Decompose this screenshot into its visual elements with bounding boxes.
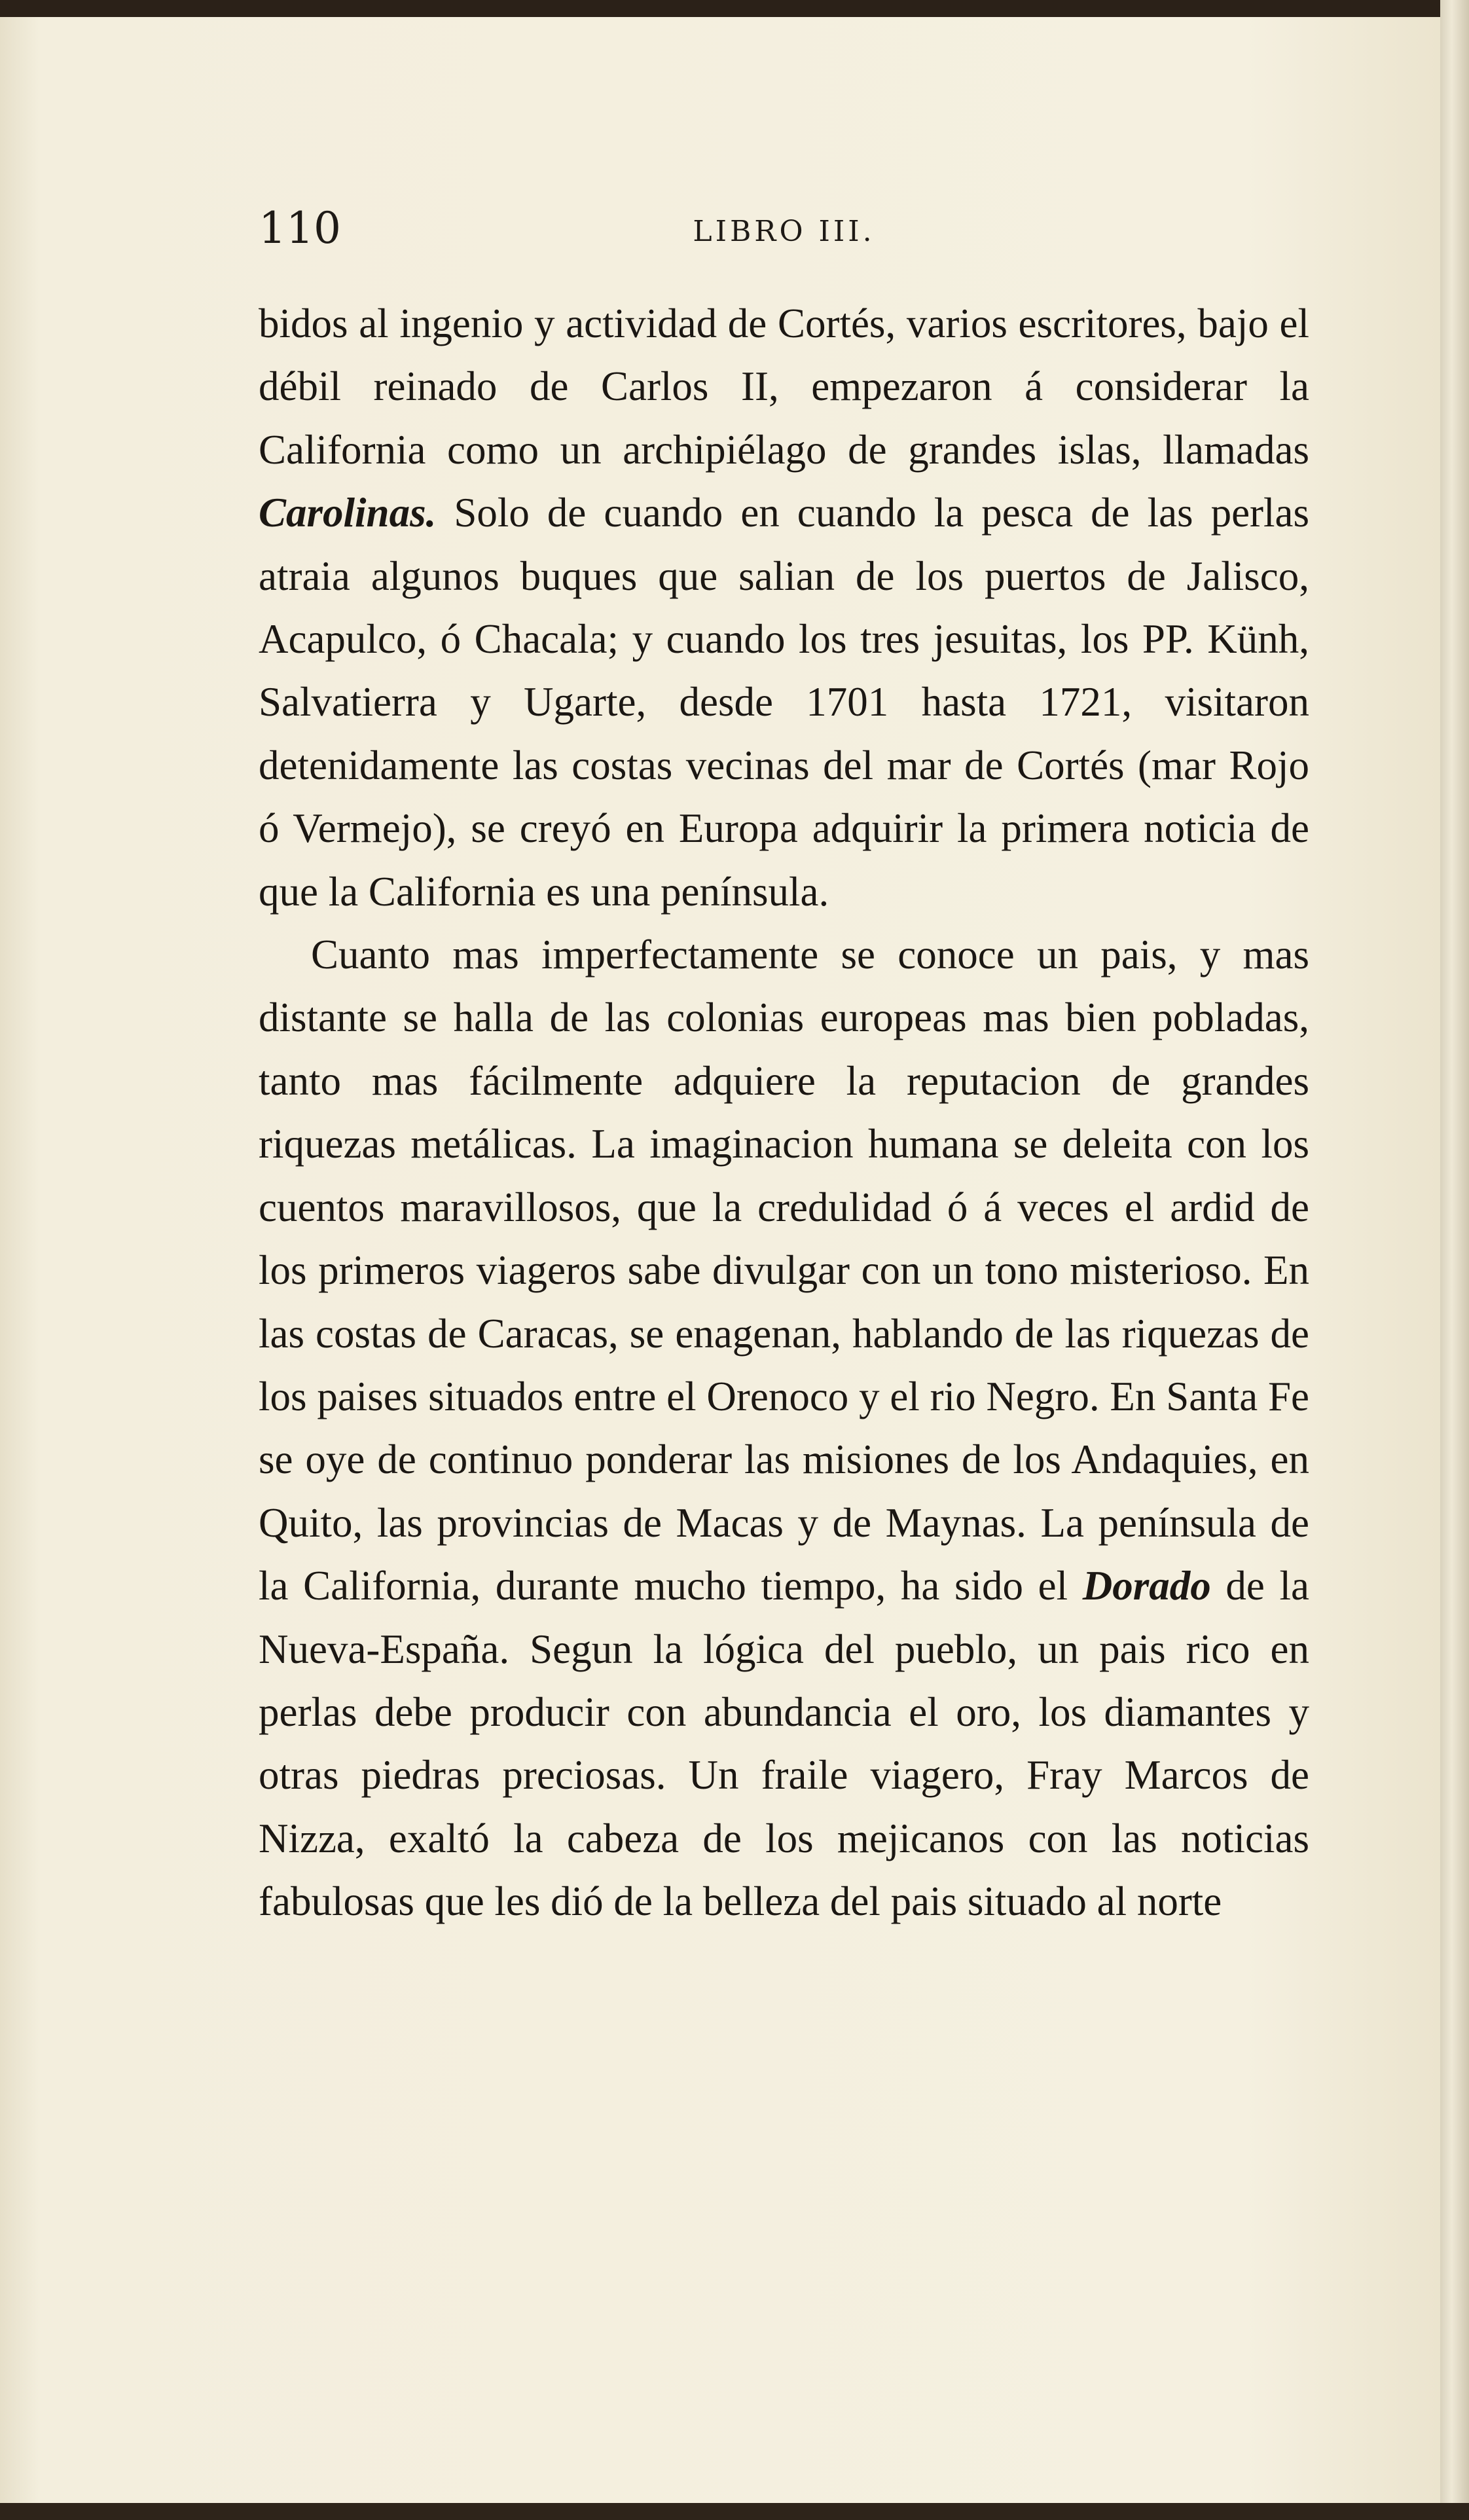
text-run: Cuanto mas imperfectamente se conoce un pais, y mas distante se halla de las colonias europeas mas bien pobladas, tanto mas fácilmente adquiere la reputacion de grandes riquezas metálicas. La imaginacion humana se deleita con los cuentos maravillosos, que la credulidad ó á veces el ardid de los primeros viageros sabe divulgar con un tono misterioso. En las costas de Caracas, se enagenan, hablando de las riquezas de los paises situados entre el Orenoco y el rio Negro. En Santa Fe se oye de continuo ponderar las misiones de los Andaquies, en Quito, las provincias de Macas y de Maynas. La península de la California, durante mucho tiempo, ha sido el	[259, 932, 1309, 1609]
page-number: 110	[259, 203, 341, 253]
italic-term-dorado: Dorado	[1082, 1563, 1211, 1609]
body-text	[259, 292, 1309, 1933]
bottom-band	[0, 2503, 1469, 2520]
text-run: de la Nueva-España. Segun la lógica del pueblo, un pais rico en perlas debe producir con abundancia el oro, los diamantes y otras piedras preciosas. Un fraile viagero, Fray Marcos de Nizza, exaltó la cabeza de los mejicanos con las noticias fabulosas que les dió de la belleza del pais situado al norte	[259, 1563, 1309, 1925]
running-head: LIBRO III.	[693, 215, 875, 248]
page-header	[259, 199, 1309, 258]
paragraph	[259, 292, 1309, 923]
book-page	[0, 17, 1440, 2505]
italic-term-carolinas: Carolinas.	[259, 490, 437, 536]
paragraph	[259, 923, 1309, 1933]
text-run: Solo de cuando en cuando la pesca de las perlas atraia algunos buques que salian de los puertos de Jalisco, Acapulco, ó Chacala; y cuando los tres jesuitas, los PP. Künh, Salvatierra y Ugarte, desde 1701 hasta 1721, visitaron detenidamente las costas vecinas del mar de Cortés (mar Rojo ó Vermejo), se creyó en Europa adquirir la primera noticia de que la California es una península.	[259, 490, 1309, 915]
text-run: bidos al ingenio y actividad de Cortés, varios escritores, bajo el débil reinado de Carlos II, empezaron á considerar la California como un archipiélago de grandes islas, llamadas	[259, 301, 1309, 473]
page-edge	[1440, 0, 1469, 2520]
